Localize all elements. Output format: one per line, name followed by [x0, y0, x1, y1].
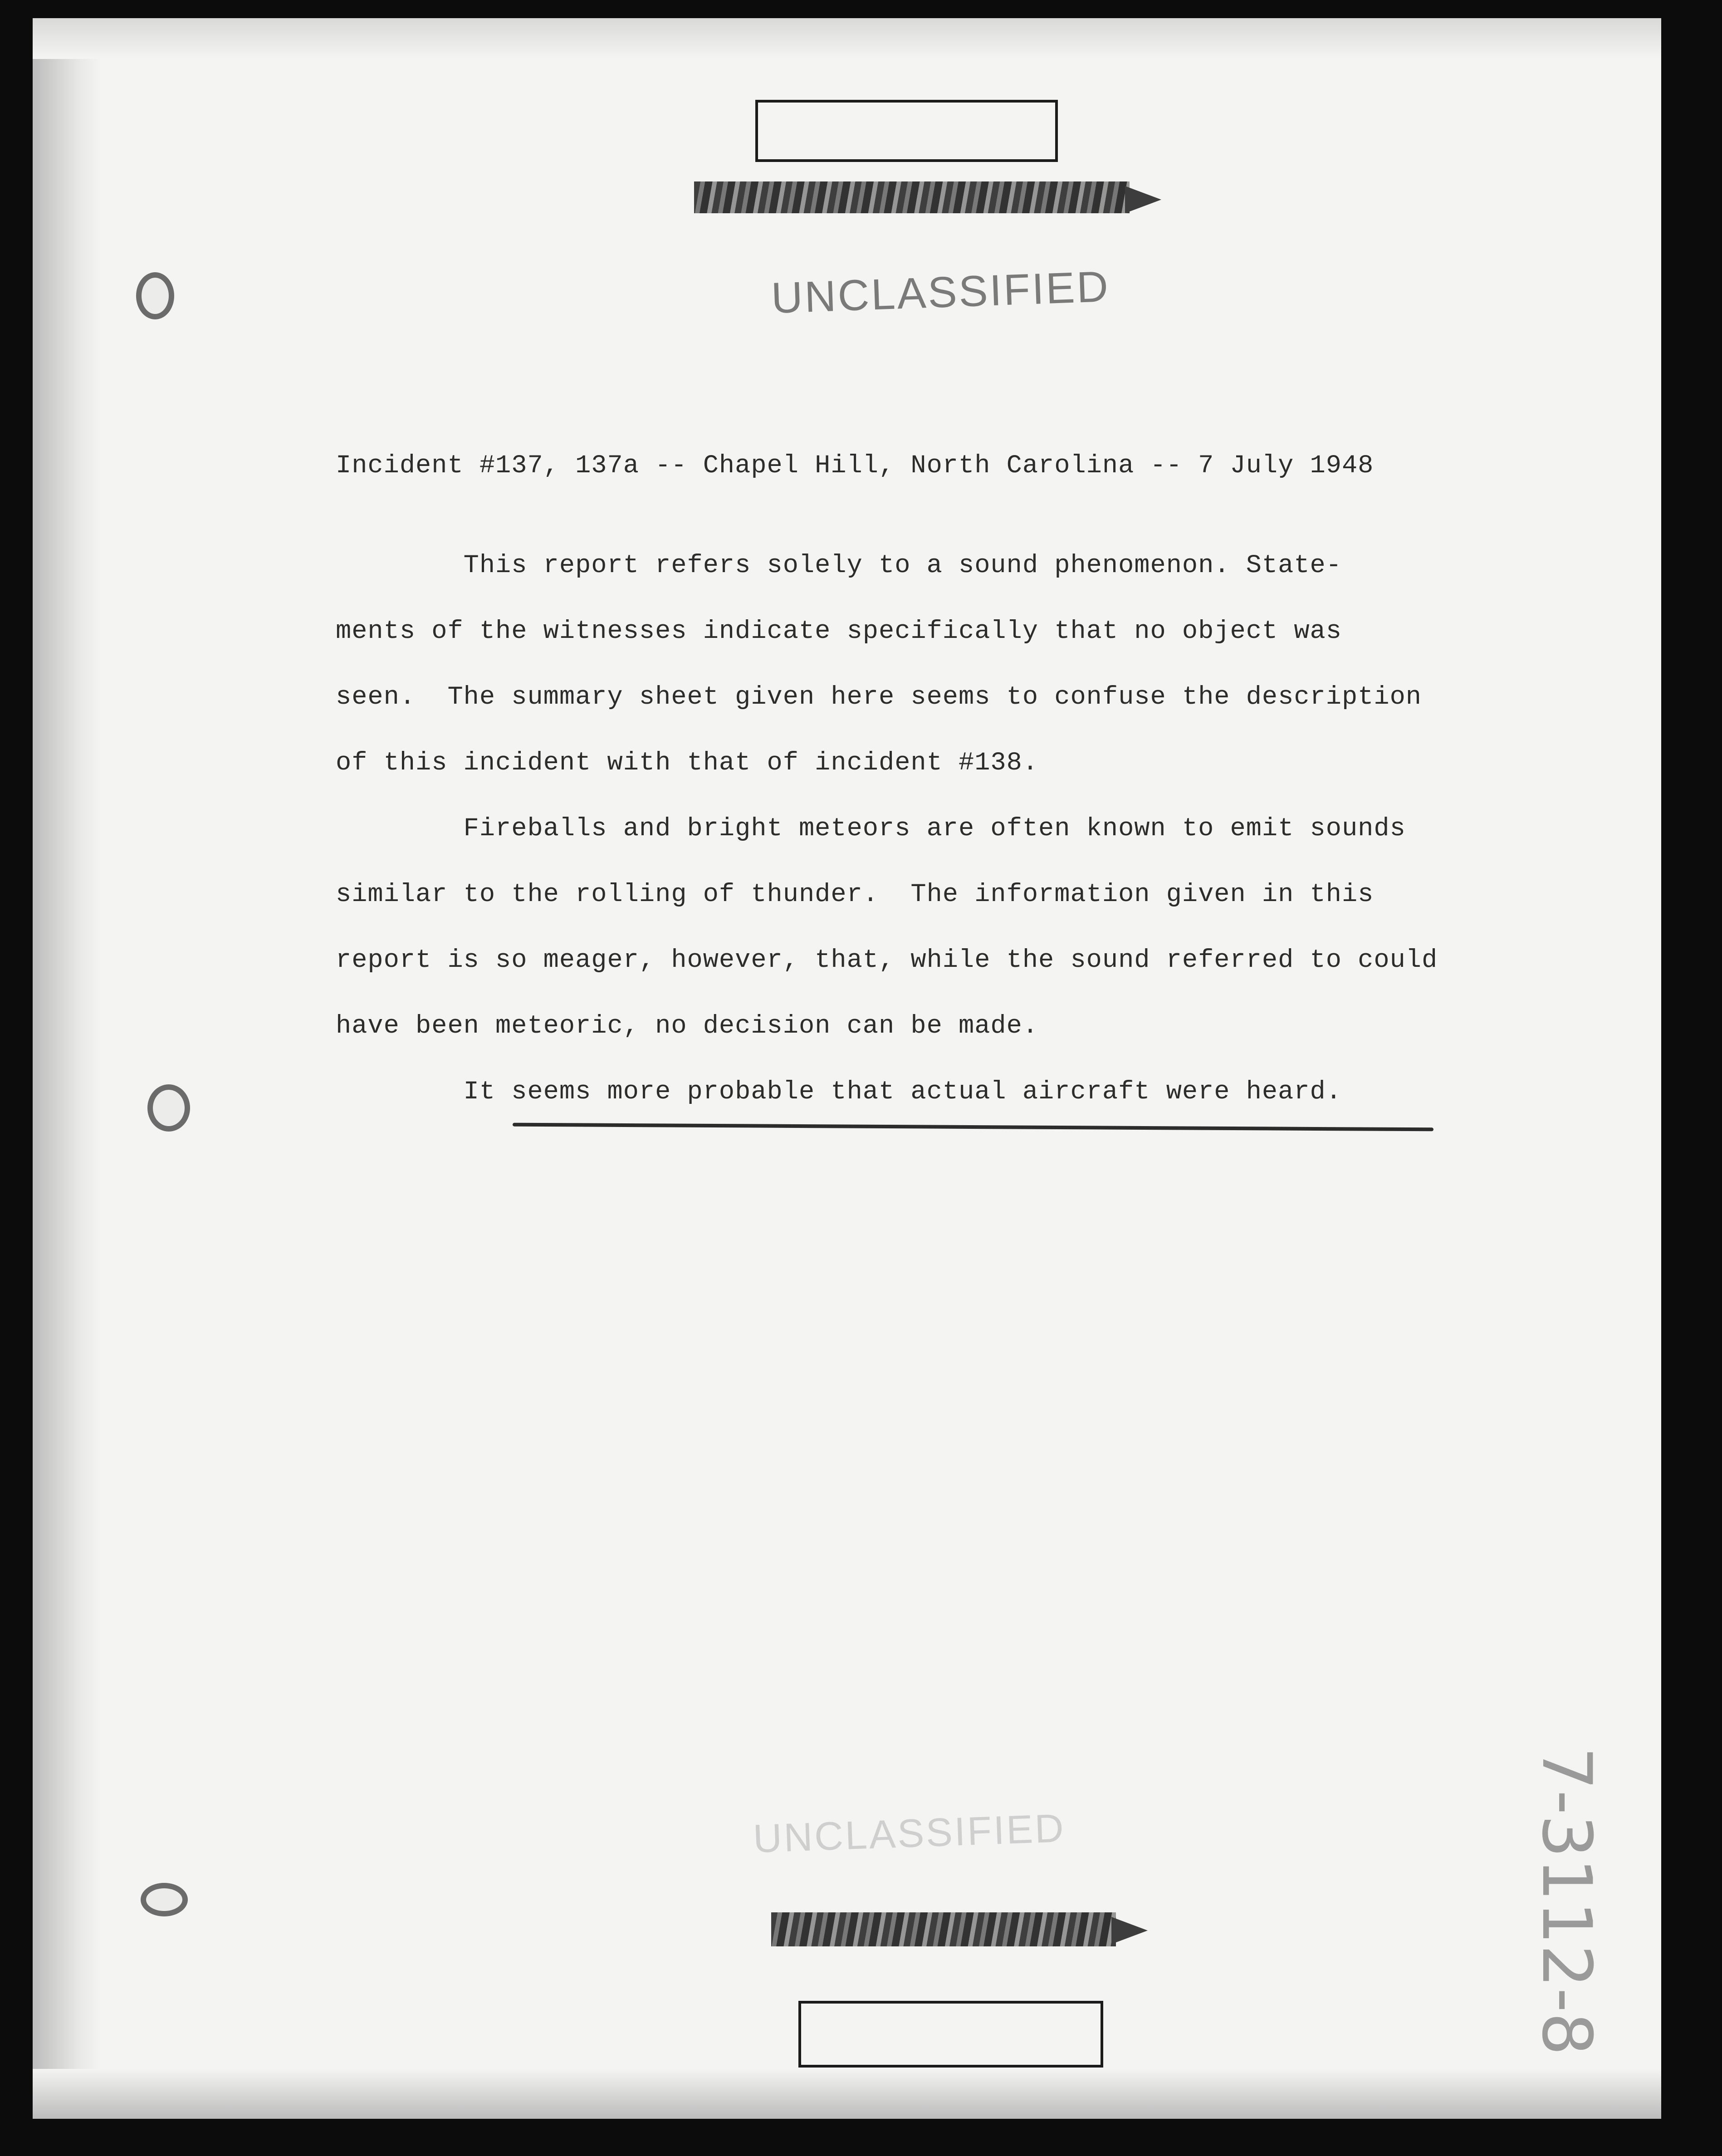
stamp-unclassified-bottom: UNCLASSIFIED [752, 1805, 1066, 1861]
body-line-6: similar to the rolling of thunder. The information given in this [336, 880, 1374, 909]
body-line-8: have been meteoric, no decision can be made. [336, 1012, 1039, 1041]
page-top-shadow [33, 18, 1661, 59]
punch-hole-middle [147, 1084, 190, 1132]
page-bottom-shadow [33, 2069, 1661, 2119]
punch-hole-top [136, 272, 174, 319]
stamp-unclassified-top: UNCLASSIFIED [770, 262, 1111, 323]
top-blank-box [755, 100, 1058, 162]
body-line-3: seen. The summary sheet given here seems to confuse the description [336, 683, 1422, 712]
body-line-7: report is so meager, however, that, while the sound referred to could [336, 946, 1438, 975]
document-page [33, 18, 1661, 2119]
incident-heading: Incident #137, 137a -- Chapel Hill, North Carolina -- 7 July 1948 [336, 451, 1374, 480]
body-line-9: It seems more probable that actual aircraft were heard. [336, 1078, 1342, 1107]
body-line-2: ments of the witnesses indicate specifically that no object was [336, 617, 1342, 646]
page-left-shadow [33, 18, 101, 2119]
bottom-blank-box [798, 2001, 1103, 2068]
body-line-5: Fireballs and bright meteors are often known to emit sounds [336, 814, 1406, 843]
punch-hole-bottom [141, 1883, 188, 1916]
body-line-4: of this incident with that of incident #138. [336, 749, 1039, 778]
top-redacted-marking [694, 181, 1130, 213]
handwritten-margin-note: 7-3112-8 [1527, 1747, 1606, 2056]
bottom-redacted-marking [771, 1912, 1116, 1946]
body-line-1: This report refers solely to a sound phenomenon. State- [336, 551, 1342, 580]
